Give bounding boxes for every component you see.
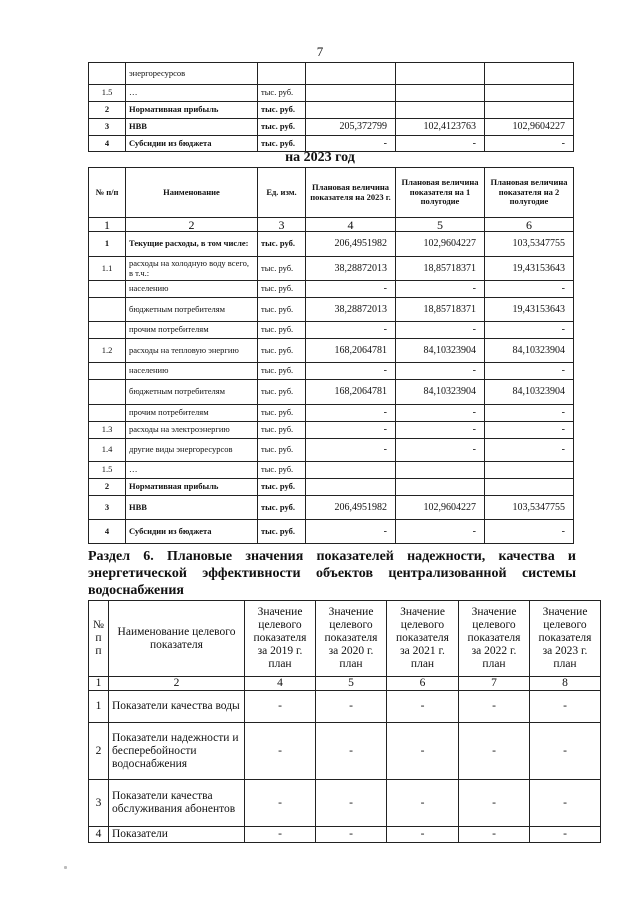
indicator-value: -	[245, 723, 316, 780]
indicator-value: -	[245, 827, 316, 843]
indicator-row	[89, 780, 601, 827]
row-number	[89, 405, 126, 422]
row-number	[89, 281, 126, 298]
header-2020: Значение целевого показателя за 2020 г. план	[316, 601, 387, 677]
row-h1-value: 102,9604227	[396, 496, 485, 520]
column-numbers-row	[89, 218, 574, 232]
indicator-value: -	[316, 827, 387, 843]
row-number: 1.1	[89, 257, 126, 281]
row-plan-value	[306, 462, 396, 479]
row-plan-value: -	[306, 520, 396, 544]
indicator-name: Показатели качества воды	[109, 691, 245, 723]
row-plan-value: 206,4951982	[306, 232, 396, 257]
row-plan-value: -	[306, 422, 396, 439]
row-h2-value: -	[485, 422, 574, 439]
row-number: 1.5	[89, 462, 126, 479]
row-h1-value: -	[396, 422, 485, 439]
indicator-value: -	[387, 780, 459, 827]
row-h1-value: 102,9604227	[396, 232, 485, 257]
table-row	[89, 339, 574, 363]
row-name: Текущие расходы, в том числе:	[126, 232, 258, 257]
row-h1-value: -	[396, 520, 485, 544]
header-2021: Значение целевого показателя за 2021 г. план	[387, 601, 459, 677]
indicator-value: -	[459, 691, 530, 723]
row-unit: тыс. руб.	[258, 380, 306, 405]
indicator-value: -	[530, 827, 601, 843]
financial-table-continued	[88, 62, 574, 152]
row-plan-value: 38,28872013	[306, 257, 396, 281]
row-name: населению	[126, 363, 258, 380]
indicator-value: -	[387, 691, 459, 723]
row-h1-value: 102,4123763	[396, 119, 485, 136]
page-number: 7	[316, 44, 324, 59]
row-h2-value	[485, 462, 574, 479]
row-h1-value: -	[396, 136, 485, 152]
row-plan-value: -	[306, 363, 396, 380]
table-row	[89, 422, 574, 439]
row-h2-value: -	[485, 520, 574, 544]
row-h2-value: 84,10323904	[485, 380, 574, 405]
row-plan-value: -	[306, 281, 396, 298]
column-number: 4	[306, 218, 396, 232]
indicator-value: -	[530, 691, 601, 723]
row-unit: тыс. руб.	[258, 520, 306, 544]
column-number: 1	[89, 218, 126, 232]
indicator-name: Показатели качества обслуживания абонентов	[109, 780, 245, 827]
row-unit: тыс. руб.	[258, 257, 306, 281]
row-number: 2	[89, 102, 126, 119]
row-name: энергоресурсов	[126, 63, 258, 85]
row-h2-value: -	[485, 405, 574, 422]
row-h2-value: 102,9604227	[485, 119, 574, 136]
row-h1-value	[396, 85, 485, 102]
row-number	[89, 380, 126, 405]
row-h2-value	[485, 102, 574, 119]
header-number: № п/п	[89, 168, 126, 218]
column-number: 2	[109, 677, 245, 691]
row-unit: тыс. руб.	[258, 232, 306, 257]
indicator-number: 2	[89, 723, 109, 780]
column-number: 7	[459, 677, 530, 691]
indicator-row	[89, 723, 601, 780]
table-row	[89, 102, 574, 119]
row-h2-value: -	[485, 363, 574, 380]
row-unit: тыс. руб.	[258, 479, 306, 496]
row-unit: тыс. руб.	[258, 136, 306, 152]
row-h2-value: 19,43153643	[485, 257, 574, 281]
table-header-row	[89, 601, 601, 677]
row-h2-value: 103,5347755	[485, 232, 574, 257]
row-name: расходы на электроэнергию	[126, 422, 258, 439]
row-name: Субсидии из бюджета	[126, 520, 258, 544]
row-name: бюджетным потребителям	[126, 380, 258, 405]
indicator-name: Показатели надежности и бесперебойности водоснабжения	[109, 723, 245, 780]
header-plan-h1: Плановая величина показателя на 1 полугодие	[396, 168, 485, 218]
row-number: 1	[89, 232, 126, 257]
row-plan-value: 206,4951982	[306, 496, 396, 520]
row-unit: тыс. руб.	[258, 85, 306, 102]
header-indicator-name: Наименование целевого показателя	[109, 601, 245, 677]
row-plan-value	[306, 85, 396, 102]
header-number: № п п	[89, 601, 109, 677]
indicator-row	[89, 827, 601, 843]
row-h2-value: -	[485, 322, 574, 339]
table-row	[89, 520, 574, 544]
header-2023: Значение целевого показателя за 2023 г. план	[530, 601, 601, 677]
table-row	[89, 119, 574, 136]
row-h1-value	[396, 102, 485, 119]
table-row	[89, 281, 574, 298]
row-number: 1.2	[89, 339, 126, 363]
header-unit: Ед. изм.	[258, 168, 306, 218]
row-unit: тыс. руб.	[258, 322, 306, 339]
financial-table-2023	[88, 167, 574, 544]
row-plan-value: 168,2064781	[306, 380, 396, 405]
row-unit: тыс. руб.	[258, 439, 306, 462]
indicator-value: -	[530, 780, 601, 827]
row-plan-value: -	[306, 322, 396, 339]
row-h2-value	[485, 63, 574, 85]
header-2019: Значение целевого показателя за 2019 г. план	[245, 601, 316, 677]
header-2022: Значение целевого показателя за 2022 г. план	[459, 601, 530, 677]
row-unit: тыс. руб.	[258, 339, 306, 363]
row-name: прочим потребителям	[126, 322, 258, 339]
row-number	[89, 298, 126, 322]
row-h1-value: -	[396, 281, 485, 298]
table-header-row	[89, 168, 574, 218]
column-number: 6	[485, 218, 574, 232]
indicator-value: -	[316, 691, 387, 723]
row-h1-value	[396, 63, 485, 85]
header-plan-h2: Плановая величина показателя на 2 полугодие	[485, 168, 574, 218]
row-h2-value: -	[485, 136, 574, 152]
row-name: НВВ	[126, 119, 258, 136]
row-unit: тыс. руб.	[258, 462, 306, 479]
table-row	[89, 298, 574, 322]
row-h2-value: 19,43153643	[485, 298, 574, 322]
row-h2-value: -	[485, 281, 574, 298]
row-h1-value: 84,10323904	[396, 339, 485, 363]
row-number: 1.4	[89, 439, 126, 462]
row-unit: тыс. руб.	[258, 405, 306, 422]
row-unit: тыс. руб.	[258, 363, 306, 380]
row-h1-value: 18,85718371	[396, 298, 485, 322]
table-row	[89, 232, 574, 257]
indicator-value: -	[459, 827, 530, 843]
table-row	[89, 380, 574, 405]
row-h2-value	[485, 85, 574, 102]
row-unit: тыс. руб.	[258, 119, 306, 136]
table-row	[89, 479, 574, 496]
row-unit: тыс. руб.	[258, 281, 306, 298]
row-unit	[258, 63, 306, 85]
row-name: другие виды энергоресурсов	[126, 439, 258, 462]
table-row	[89, 322, 574, 339]
indicator-value: -	[387, 827, 459, 843]
row-plan-value	[306, 102, 396, 119]
row-name: НВВ	[126, 496, 258, 520]
row-name: Нормативная прибыль	[126, 102, 258, 119]
row-number: 2	[89, 479, 126, 496]
table-row	[89, 363, 574, 380]
row-plan-value	[306, 479, 396, 496]
table-row	[89, 257, 574, 281]
column-number: 3	[258, 218, 306, 232]
section-6-heading: Раздел 6. Плановые значения показателей надежности, качества и энергетической эффективности объектов централизованной системы водоснабжения	[88, 549, 576, 598]
row-unit: тыс. руб.	[258, 496, 306, 520]
scan-speck	[64, 866, 67, 869]
indicator-value: -	[316, 780, 387, 827]
row-h1-value: -	[396, 363, 485, 380]
row-name: Субсидии из бюджета	[126, 136, 258, 152]
header-name: Наименование	[126, 168, 258, 218]
row-number	[89, 63, 126, 85]
row-number: 3	[89, 119, 126, 136]
row-h1-value: 18,85718371	[396, 257, 485, 281]
indicator-value: -	[459, 780, 530, 827]
row-plan-value: 205,372799	[306, 119, 396, 136]
table-row	[89, 405, 574, 422]
row-plan-value: 168,2064781	[306, 339, 396, 363]
indicator-value: -	[316, 723, 387, 780]
row-name: бюджетным потребителям	[126, 298, 258, 322]
table-row	[89, 85, 574, 102]
row-h2-value: 84,10323904	[485, 339, 574, 363]
indicator-number: 1	[89, 691, 109, 723]
row-number: 4	[89, 520, 126, 544]
row-plan-value: 38,28872013	[306, 298, 396, 322]
row-number: 1.3	[89, 422, 126, 439]
column-number: 2	[126, 218, 258, 232]
row-number: 1.5	[89, 85, 126, 102]
indicator-number: 4	[89, 827, 109, 843]
target-indicators-table	[88, 600, 601, 843]
indicator-value: -	[245, 780, 316, 827]
table-row	[89, 63, 574, 85]
row-name: населению	[126, 281, 258, 298]
indicator-row	[89, 691, 601, 723]
table-row	[89, 462, 574, 479]
table-row	[89, 496, 574, 520]
row-number	[89, 363, 126, 380]
year-heading: на 2023 год	[285, 150, 355, 165]
row-name: расходы на холодную воду всего, в т.ч.:	[126, 257, 258, 281]
indicator-name: Показатели	[109, 827, 245, 843]
header-plan-2023: Плановая величина показателя на 2023 г.	[306, 168, 396, 218]
row-h1-value	[396, 462, 485, 479]
row-plan-value: -	[306, 136, 396, 152]
row-h1-value	[396, 479, 485, 496]
row-unit: тыс. руб.	[258, 298, 306, 322]
column-number: 4	[245, 677, 316, 691]
row-h1-value: -	[396, 405, 485, 422]
row-h2-value: -	[485, 439, 574, 462]
column-number: 1	[89, 677, 109, 691]
row-name: прочим потребителям	[126, 405, 258, 422]
row-h2-value: 103,5347755	[485, 496, 574, 520]
row-plan-value	[306, 63, 396, 85]
table-row	[89, 439, 574, 462]
row-name: расходы на тепловую энергию	[126, 339, 258, 363]
row-name: Нормативная прибыль	[126, 479, 258, 496]
row-plan-value: -	[306, 439, 396, 462]
row-number: 4	[89, 136, 126, 152]
indicator-value: -	[530, 723, 601, 780]
column-number: 8	[530, 677, 601, 691]
row-h1-value: -	[396, 439, 485, 462]
row-number	[89, 322, 126, 339]
row-unit: тыс. руб.	[258, 102, 306, 119]
indicator-value: -	[459, 723, 530, 780]
row-unit: тыс. руб.	[258, 422, 306, 439]
indicator-number: 3	[89, 780, 109, 827]
row-name: …	[126, 85, 258, 102]
indicator-value: -	[387, 723, 459, 780]
column-numbers-row	[89, 677, 601, 691]
column-number: 5	[316, 677, 387, 691]
row-h1-value: 84,10323904	[396, 380, 485, 405]
column-number: 6	[387, 677, 459, 691]
row-h1-value: -	[396, 322, 485, 339]
row-name: …	[126, 462, 258, 479]
row-number: 3	[89, 496, 126, 520]
column-number: 5	[396, 218, 485, 232]
indicator-value: -	[245, 691, 316, 723]
row-plan-value: -	[306, 405, 396, 422]
row-h2-value	[485, 479, 574, 496]
